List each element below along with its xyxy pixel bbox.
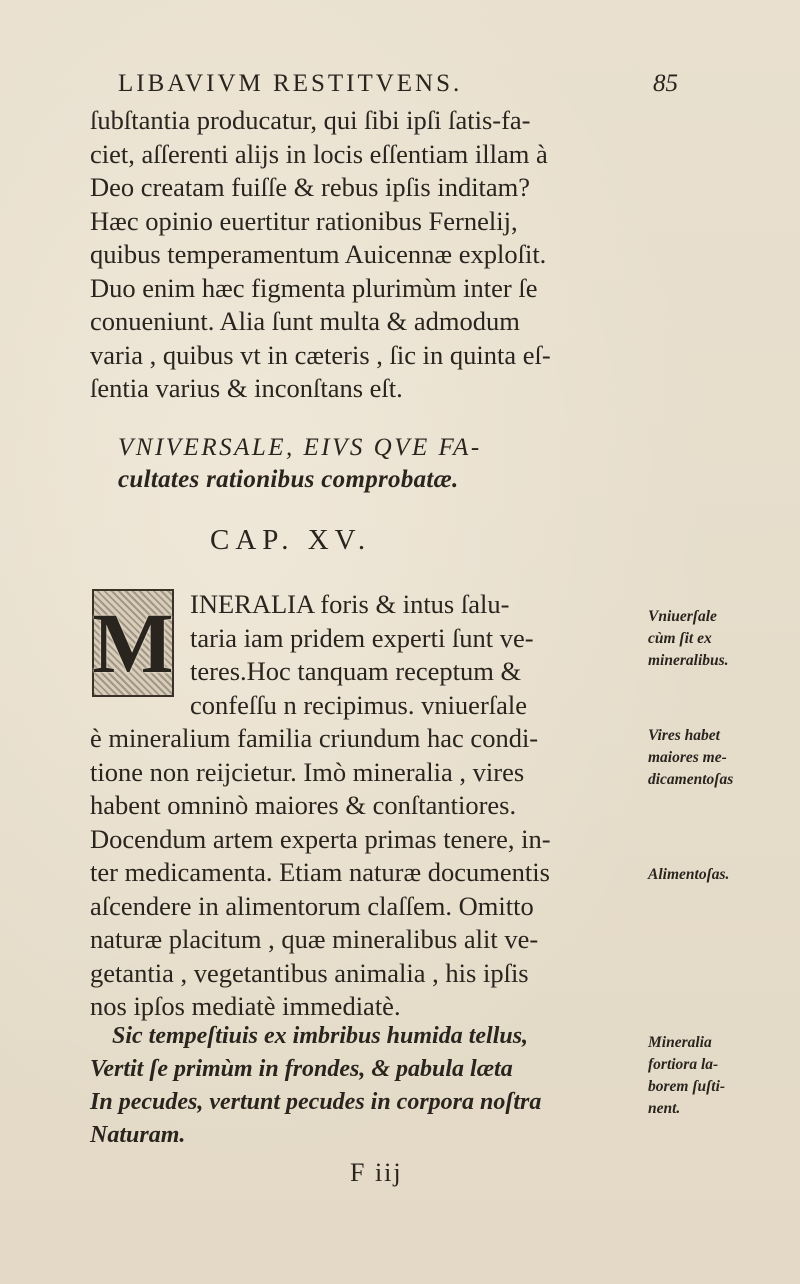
text-line: confeſſu n recipimus. vniuerſale	[190, 689, 528, 720]
note-line: cùm ſit ex	[648, 630, 712, 647]
heading-line-2: cultates rationibus comprobatæ.	[118, 466, 459, 493]
text-line: teres.Hoc tanquam receptum &	[190, 656, 522, 686]
note-line: Mineralia	[648, 1034, 712, 1051]
drop-cap-letter: M	[92, 595, 174, 691]
text-line: varia , quibus vt in cæteris , ſic in quinta eſ-	[90, 339, 551, 370]
margin-note-3	[648, 864, 788, 886]
verse-quotation	[90, 1020, 541, 1152]
heading-line-1: VNIVERSALE, EIVS QVE FA-	[118, 434, 482, 461]
verse-line: Vertit ſe primùm in frondes, & pabula læta	[90, 1056, 513, 1082]
text-line: aſcendere in alimentorum claſſem. Omitto	[90, 890, 534, 921]
text-line: habent omninò maiores & conſtantiores.	[90, 790, 517, 820]
text-line: quibus temperamentum Auicennæ exploſit.	[90, 239, 547, 269]
margin-note-1	[648, 606, 788, 672]
verse-line: In pecudes, vertunt pecudes in corpora noſtra	[90, 1089, 542, 1115]
text-line: naturæ placitum , quæ mineralibus alit ve-	[90, 924, 539, 954]
note-line: fortiora la-	[648, 1056, 719, 1073]
text-line: ſentia varius & inconſtans eſt.	[90, 373, 403, 403]
text-line: getantia , vegetantibus animalia , his ipſis	[90, 957, 529, 988]
verse-line: Naturam.	[90, 1122, 186, 1148]
verse-line: Sic tempeſtiuis ex imbribus humida tellus,	[112, 1023, 529, 1049]
text-line: ciet, aſſerenti alijs in locis eſſentiam illam à	[90, 138, 548, 169]
note-line: Vires habet	[648, 727, 720, 744]
text-line: ſubſtantia producatur, qui ſibi ipſi ſatis-fa-	[90, 105, 531, 135]
text-line: Docendum artem experta primas tenere, in-	[90, 823, 551, 854]
text-line: tione non reijcietur. Imò mineralia , vires	[90, 756, 525, 787]
signature-mark: F iij	[350, 1158, 403, 1187]
text-line: nos ipſos mediatè immediatè.	[90, 991, 401, 1021]
note-line: borem ſuſti-	[648, 1078, 726, 1095]
text-line: Duo enim hæc figmenta plurimùm inter ſe	[90, 272, 538, 303]
note-line: maiores me-	[648, 749, 727, 766]
decorated-initial	[92, 589, 174, 697]
margin-note-4	[648, 1032, 788, 1120]
paragraph-2-opening	[190, 588, 610, 722]
section-heading	[118, 432, 482, 496]
page-number: 85	[653, 70, 678, 97]
note-line: dicamentoſas	[648, 771, 734, 788]
text-line: ter medicamenta. Etiam naturæ documentis	[90, 857, 550, 887]
note-line: nent.	[648, 1100, 681, 1117]
text-line: conueniunt. Alia ſunt multa & admodum	[90, 306, 520, 336]
running-title: LIBAVIVM RESTITVENS.	[118, 70, 463, 97]
paragraph-1	[90, 104, 610, 406]
note-line: mineralibus.	[648, 652, 729, 669]
text-line: Deo creatam fuiſſe & rebus ipſis inditam?	[90, 172, 531, 202]
text-line: Hæc opinio euertitur rationibus Fernelij,	[90, 205, 518, 236]
chapter-number: CAP. XV.	[210, 524, 372, 556]
text-line: taria iam pridem experti ſunt ve-	[190, 622, 534, 653]
margin-note-2	[648, 725, 788, 791]
text-line: INERALIA foris & intus ſalu-	[190, 589, 510, 619]
paragraph-2	[90, 722, 610, 1024]
text-line: è mineralium familia criundum hac condi-	[90, 723, 539, 753]
note-line: Alimentoſas.	[648, 866, 730, 883]
note-line: Vniuerſale	[648, 608, 717, 625]
